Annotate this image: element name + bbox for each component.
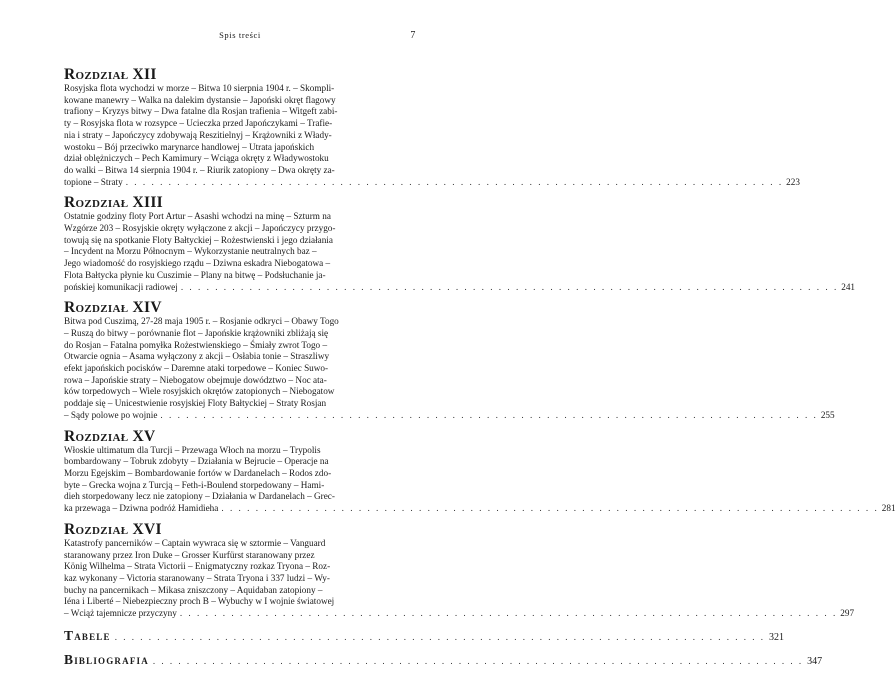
chapter-page-number[interactable]: 281	[881, 503, 896, 514]
summary-line: byte – Grecka wojna z Turcją – Feth-i-Boulend storpedowany – Hami-	[64, 479, 325, 490]
summary-line: buchy na pancernikach – Mikasa zniszczony – Aquidaban zatopiony –	[64, 584, 323, 595]
table-of-contents	[64, 66, 896, 668]
summary-line: efekt japońskich pocisków – Daremne ataki torpedowe – Koniec Suwo-	[64, 363, 329, 374]
summary-line: – Sądy polowe po wojnie	[64, 409, 158, 420]
chapter-summary	[64, 83, 800, 188]
summary-line: Włoskie ultimatum dla Turcji – Przewaga Włoch na morzu – Trypolis	[64, 444, 321, 455]
summary-line: Bitwa pod Cuszimą, 27-28 maja 1905 r. – Rosjanie odkryci – Obawy Togo	[64, 316, 339, 327]
summary-line: towują się na spotkanie Floty Bałtyckiej – Rożestwienski i jego działania	[64, 234, 333, 245]
chapter-title: Rozdział XIII	[64, 194, 163, 212]
appendix-title: Bibliografia	[64, 651, 149, 667]
summary-line: Otwarcie ognia – Asama wyłączony z akcji – Osłabia tonie – Straszliwy	[64, 351, 330, 362]
chapter-page-number[interactable]: 255	[820, 409, 835, 420]
dot-leader: . . . . . . . . . . . . . . . . . . . . . . . . . . . . . . . . . . . . . . . . . . . . . . . . . . . . . . . . . . . . . . . . . . . . . . . . . . . . .	[152, 655, 804, 666]
summary-line: Flota Bałtycka płynie ku Cuszimie – Plany na bitwę – Podsłuchanie ja-	[64, 269, 326, 280]
toc-appendix-entry[interactable]	[64, 651, 823, 668]
chapter-page-number[interactable]: 297	[840, 608, 855, 619]
running-header-title: Spis treści	[219, 30, 261, 40]
summary-line: topione – Straty	[64, 176, 123, 187]
dot-leader: . . . . . . . . . . . . . . . . . . . . . . . . . . . . . . . . . . . . . . . . . . . . . . . . . . . . . . . . . . . . . . . . . . . . . . . . . . . . .	[125, 176, 784, 187]
summary-line: staranowany przez Iron Duke – Grosser Kurfürst staranowany przez	[64, 549, 315, 560]
chapter-page-number[interactable]: 241	[841, 281, 856, 292]
dot-leader: . . . . . . . . . . . . . . . . . . . . . . . . . . . . . . . . . . . . . . . . . . . . . . . . . . . . . . . . . . . . . . . . . . . . . . . . . . . . .	[160, 409, 818, 420]
dot-leader: . . . . . . . . . . . . . . . . . . . . . . . . . . . . . . . . . . . . . . . . . . . . . . . . . . . . . . . . . . . . . . . . . . . . . . . . . . . . .	[179, 608, 838, 619]
summary-line: Wzgórze 203 – Rosyjskie okręty wyłączone z akcji – Japończycy przygo-	[64, 223, 336, 234]
summary-line: poddaje się – Unicestwienie rosyjskiej Floty Bałtyckiej – Straty Rosjan	[64, 398, 327, 409]
summary-line: bombardowany – Tobruk zdobyty – Działania w Bejrucie – Operacje na	[64, 456, 329, 467]
summary-line: ka przewaga – Dziwna podróż Hamidieha	[64, 503, 219, 514]
summary-line: König Wilhelma – Strata Victorii – Enigmatyczny rozkaz Tryona – Roz-	[64, 561, 331, 572]
summary-line: – Incydent na Morzu Północnym – Wykorzystanie neutralnych baz –	[64, 246, 317, 257]
summary-line: Rosyjska flota wychodzi w morze – Bitwa 10 sierpnia 1904 r. – Skompli-	[64, 83, 335, 93]
toc-chapter	[64, 520, 855, 620]
toc-appendix-entry[interactable]	[64, 627, 784, 644]
summary-line: Katastrofy pancerników – Captain wywraca się w sztormie – Vanguard	[64, 537, 326, 548]
summary-line: – Ruszą do bitwy – porównanie flot – Japońskie krążowniki zbliżają się	[64, 327, 329, 338]
summary-line: wostoku – Bój przeciwko marynarce handlowej – Utrata japońskich	[64, 141, 315, 152]
summary-last-line	[64, 281, 856, 294]
toc-chapter	[64, 299, 835, 421]
summary-line: kaz wykonany – Victoria staranowany – Strata Tryona i 337 ludzi – Wy-	[64, 572, 330, 583]
running-header	[64, 30, 416, 44]
summary-line: Jego wiadomość do rosyjskiego rządu – Dziwna eskadra Niebogatowa –	[64, 258, 331, 269]
chapter-summary	[64, 444, 896, 515]
summary-line: do Rosjan – Fatalna pomyłka Rożestwienskiego – Śmiały zwrot Togo –	[64, 339, 328, 350]
summary-line: nia i straty – Japończycy zdobywają Reszitielnyj – Krążowniki z Włady-	[64, 129, 332, 140]
chapter-title: Rozdział XVI	[64, 520, 162, 538]
dot-leader: . . . . . . . . . . . . . . . . . . . . . . . . . . . . . . . . . . . . . . . . . . . . . . . . . . . . . . . . . . . . . . . . . . . . . . . . . . . . .	[114, 631, 765, 642]
summary-last-line	[64, 176, 800, 189]
dot-leader: . . . . . . . . . . . . . . . . . . . . . . . . . . . . . . . . . . . . . . . . . . . . . . . . . . . . . . . . . . . . . . . . . . . . . . . . . . . . .	[221, 503, 879, 514]
toc-chapter	[64, 66, 800, 188]
summary-last-line	[64, 608, 855, 620]
summary-line: ków torpedowych – Wiele rosyjskich okrętów zatopionych – Niebogatow	[64, 386, 335, 397]
chapter-title: Rozdział XV	[64, 427, 156, 445]
summary-line: kowane manewry – Walka na dalekim dystansie – Japoński okręt flagowy	[64, 94, 336, 105]
chapter-summary	[64, 211, 856, 293]
summary-line: rowa – Japońskie straty – Niebogatow obejmuje dowództwo – Noc ata-	[64, 374, 327, 385]
summary-line: trafiony – Kryzys bitwy – Dwa fatalne dla Rosjan trafienia – Witgeft zabi-	[64, 106, 338, 117]
summary-line: dział oblężniczych – Pech Kamimury – Wciąga okręty z Władywostoku	[64, 153, 329, 164]
summary-line: – Wciąż tajemnicze przyczyny	[64, 608, 177, 619]
chapter-summary	[64, 316, 835, 421]
summary-line: Morzu Egejskim – Bombardowanie fortów w Dardanelach – Rodos zdo-	[64, 467, 332, 478]
appendix-page-number: 347	[807, 655, 823, 667]
appendix-title: Tabele	[64, 627, 111, 643]
appendix-page-number: 321	[768, 631, 784, 643]
toc-chapter	[64, 194, 856, 293]
page-number: 7	[410, 30, 416, 41]
toc-chapter	[64, 427, 896, 515]
summary-last-line	[64, 503, 896, 515]
chapter-title: Rozdział XIV	[64, 299, 162, 317]
summary-line: ty – Rosyjska flota w rozsypce – Ucieczka przed Japończykami – Trafie-	[64, 118, 333, 129]
dot-leader: . . . . . . . . . . . . . . . . . . . . . . . . . . . . . . . . . . . . . . . . . . . . . . . . . . . . . . . . . . . . . . . . . . . . . . . . . . . . .	[180, 281, 839, 292]
chapter-title: Rozdział XII	[64, 66, 157, 83]
summary-line: dieh storpedowany lecz nie zatopiony – Działania w Dardanelach – Grec-	[64, 491, 335, 502]
summary-line: pońskiej komunikacji radiowej	[64, 281, 178, 292]
summary-line: do walki – Bitwa 14 sierpnia 1904 r. – Riurik zatopiony – Dwa okręty za-	[64, 164, 335, 175]
summary-line: Iéna i Liberté – Niebezpieczny proch B – Wybuchy w I wojnie światowej	[64, 596, 335, 607]
summary-line: Ostatnie godziny floty Port Artur – Asashi wchodzi na minę – Szturm na	[64, 211, 331, 222]
chapter-summary	[64, 537, 855, 620]
summary-last-line	[64, 409, 835, 422]
chapter-page-number[interactable]: 223	[786, 176, 800, 187]
